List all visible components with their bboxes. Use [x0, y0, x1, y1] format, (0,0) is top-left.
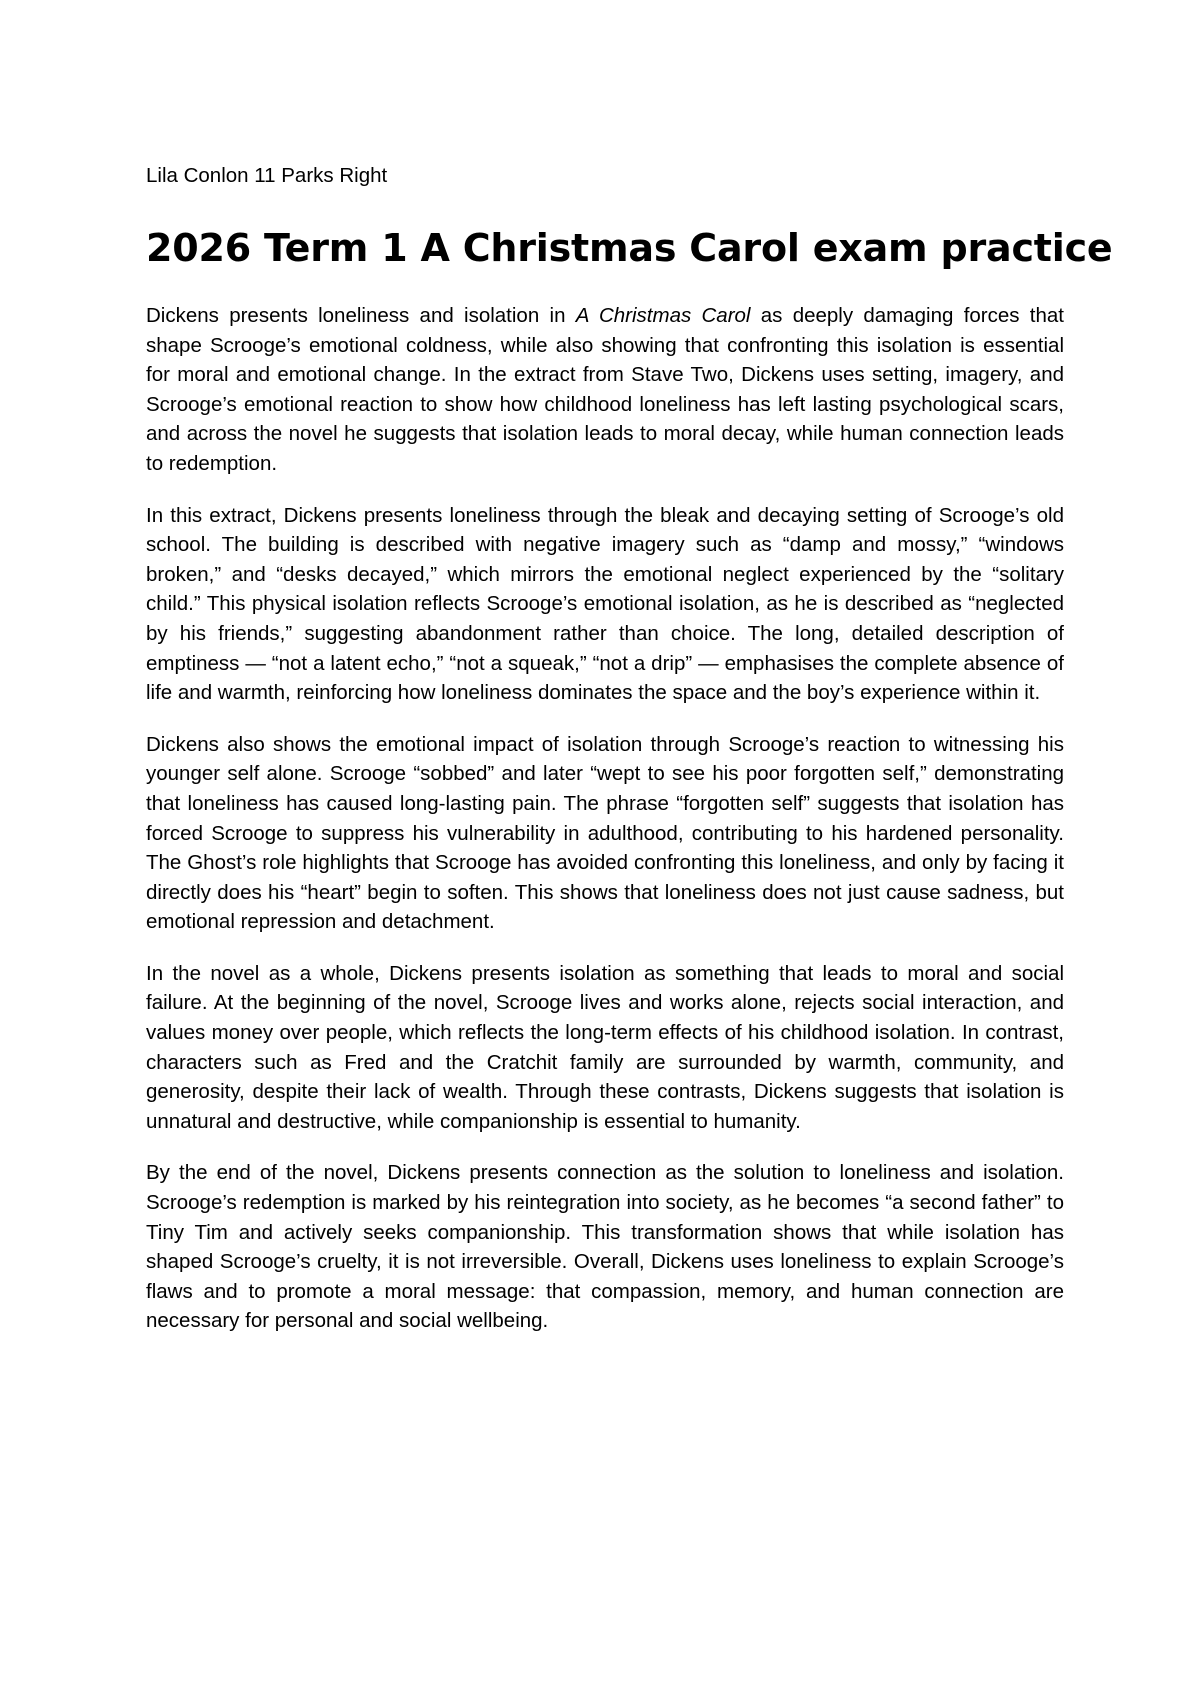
- paragraph-text: Dickens presents loneliness and isolation in: [146, 304, 576, 327]
- novel-title-italic: A Christmas Carol: [575, 304, 751, 327]
- paragraph-setting: In this extract, Dickens presents loneliness through the bleak and decaying setting of Scrooge’s old school. The building is described with negative imagery such as “damp and mossy,” “windows broken,” and “desks decayed,” which mirrors the emotional neglect experienced by the “solitary child.” This physical isolation reflects Scrooge’s emotional isolation, as he is described as “neglected by his friends,” suggesting abandonment rather than choice. The long, detailed description of emptiness — “not a latent echo,” “not a squeak,” “not a drip” — emphasises the complete absence of life and warmth, reinforcing how loneliness dominates the space and the boy’s experience within it.: [146, 503, 1064, 705]
- paragraph-introduction: [146, 301, 1064, 479]
- paragraph-emotional-impact: Dickens also shows the emotional impact of isolation through Scrooge’s reaction to witnessing his younger self alone. Scrooge “sobbed” and later “wept to see his poor forgotten self,” demonstrating that loneliness has caused long-lasting pain. The phrase “forgotten self” suggests that isolation has forced Scrooge to suppress his vulnerability in adulthood, contributing to his hardened personality. The Ghost’s role highlights that Scrooge has avoided confronting this loneliness, and only by facing it directly does his “heart” begin to soften. This shows that loneliness does not just cause sadness, but emotional repression and detachment.: [146, 732, 1064, 934]
- document-page: [146, 162, 1113, 1358]
- paragraph-novel-as-whole: In the novel as a whole, Dickens presents isolation as something that leads to moral and social failure. At the beginning of the novel, Scrooge lives and works alone, rejects social interaction, and values money over people, which reflects the long-term effects of his childhood isolation. In contrast, characters such as Fred and the Cratchit family are surrounded by warmth, community, and generosity, despite their lack of wealth. Through these contrasts, Dickens suggests that isolation is unnatural and destructive, while companionship is essential to humanity.: [146, 961, 1064, 1133]
- author-line: Lila Conlon 11 Parks Right: [146, 164, 388, 187]
- document-title: 2026 Term 1 A Christmas Carol exam practice: [146, 226, 1113, 270]
- paragraph-conclusion: By the end of the novel, Dickens presents connection as the solution to loneliness and isolation. Scrooge’s redemption is marked by his reintegration into society, as he becomes “a second father” to Tiny Tim and actively seeks companionship. This transformation shows that while isolation has shaped Scrooge’s cruelty, it is not irreversible. Overall, Dickens uses loneliness to explain Scrooge’s flaws and to promote a moral message: that compassion, memory, and human connection are necessary for personal and social wellbeing.: [146, 1161, 1064, 1333]
- paragraph-text: as deeply damaging forces that shape Scrooge’s emotional coldness, while also showing that confronting this isolation is essential for moral and emotional change. In the extract from Stave Two, Dickens uses setting, imagery, and Scrooge’s emotional reaction to show how childhood loneliness has left lasting psychological scars, and across the novel he suggests that isolation leads to moral decay, while human connection leads to redemption.: [146, 304, 1064, 475]
